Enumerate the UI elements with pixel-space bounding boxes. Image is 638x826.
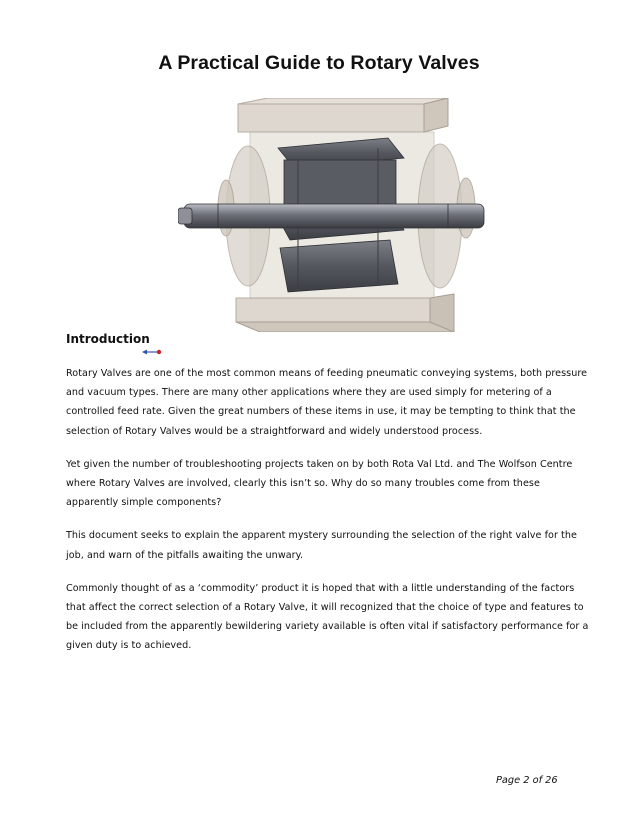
rotary-valve-cutaway-illustration [178,98,490,332]
section-heading: Introduction [66,332,150,346]
page-title: A Practical Guide to Rotary Valves [158,52,480,74]
paragraph: Yet given the number of troubleshooting projects taken on by both Rota Val Ltd. and The Wolfson Centre where Rotary Valves are involved, clearly this isn’t so. Why do so many troubles come from these apparently simple components? [66,458,573,509]
arrow-marker-icon [142,348,162,356]
page-number: Page 2 of 26 [496,775,558,786]
paragraph: Rotary Valves are one of the most common means of feeding pneumatic conveying systems, both pressure and vacuum types. There are many other applications where they are used simply for metering of a controlled feed rate. Given the great numbers of these items in use, it may be tempting to think that the selection of Rotary Valves would be a straightforward and widely understood process. [66,368,588,437]
body-text [66,364,590,670]
paragraph: This document seeks to explain the apparent mystery surrounding the selection of the right valve for the job, and warn of the pitfalls awaiting the unwary. [66,530,577,561]
paragraph: Commonly thought of as a ‘commodity’ product it is hoped that with a little understanding of the factors that affect the correct selection of a Rotary Valve, it will recognized that the choice of type and features to be included from the apparently bewildering variety available is often vital if satisfactory performance for a given duty is to achieved. [66,582,589,652]
